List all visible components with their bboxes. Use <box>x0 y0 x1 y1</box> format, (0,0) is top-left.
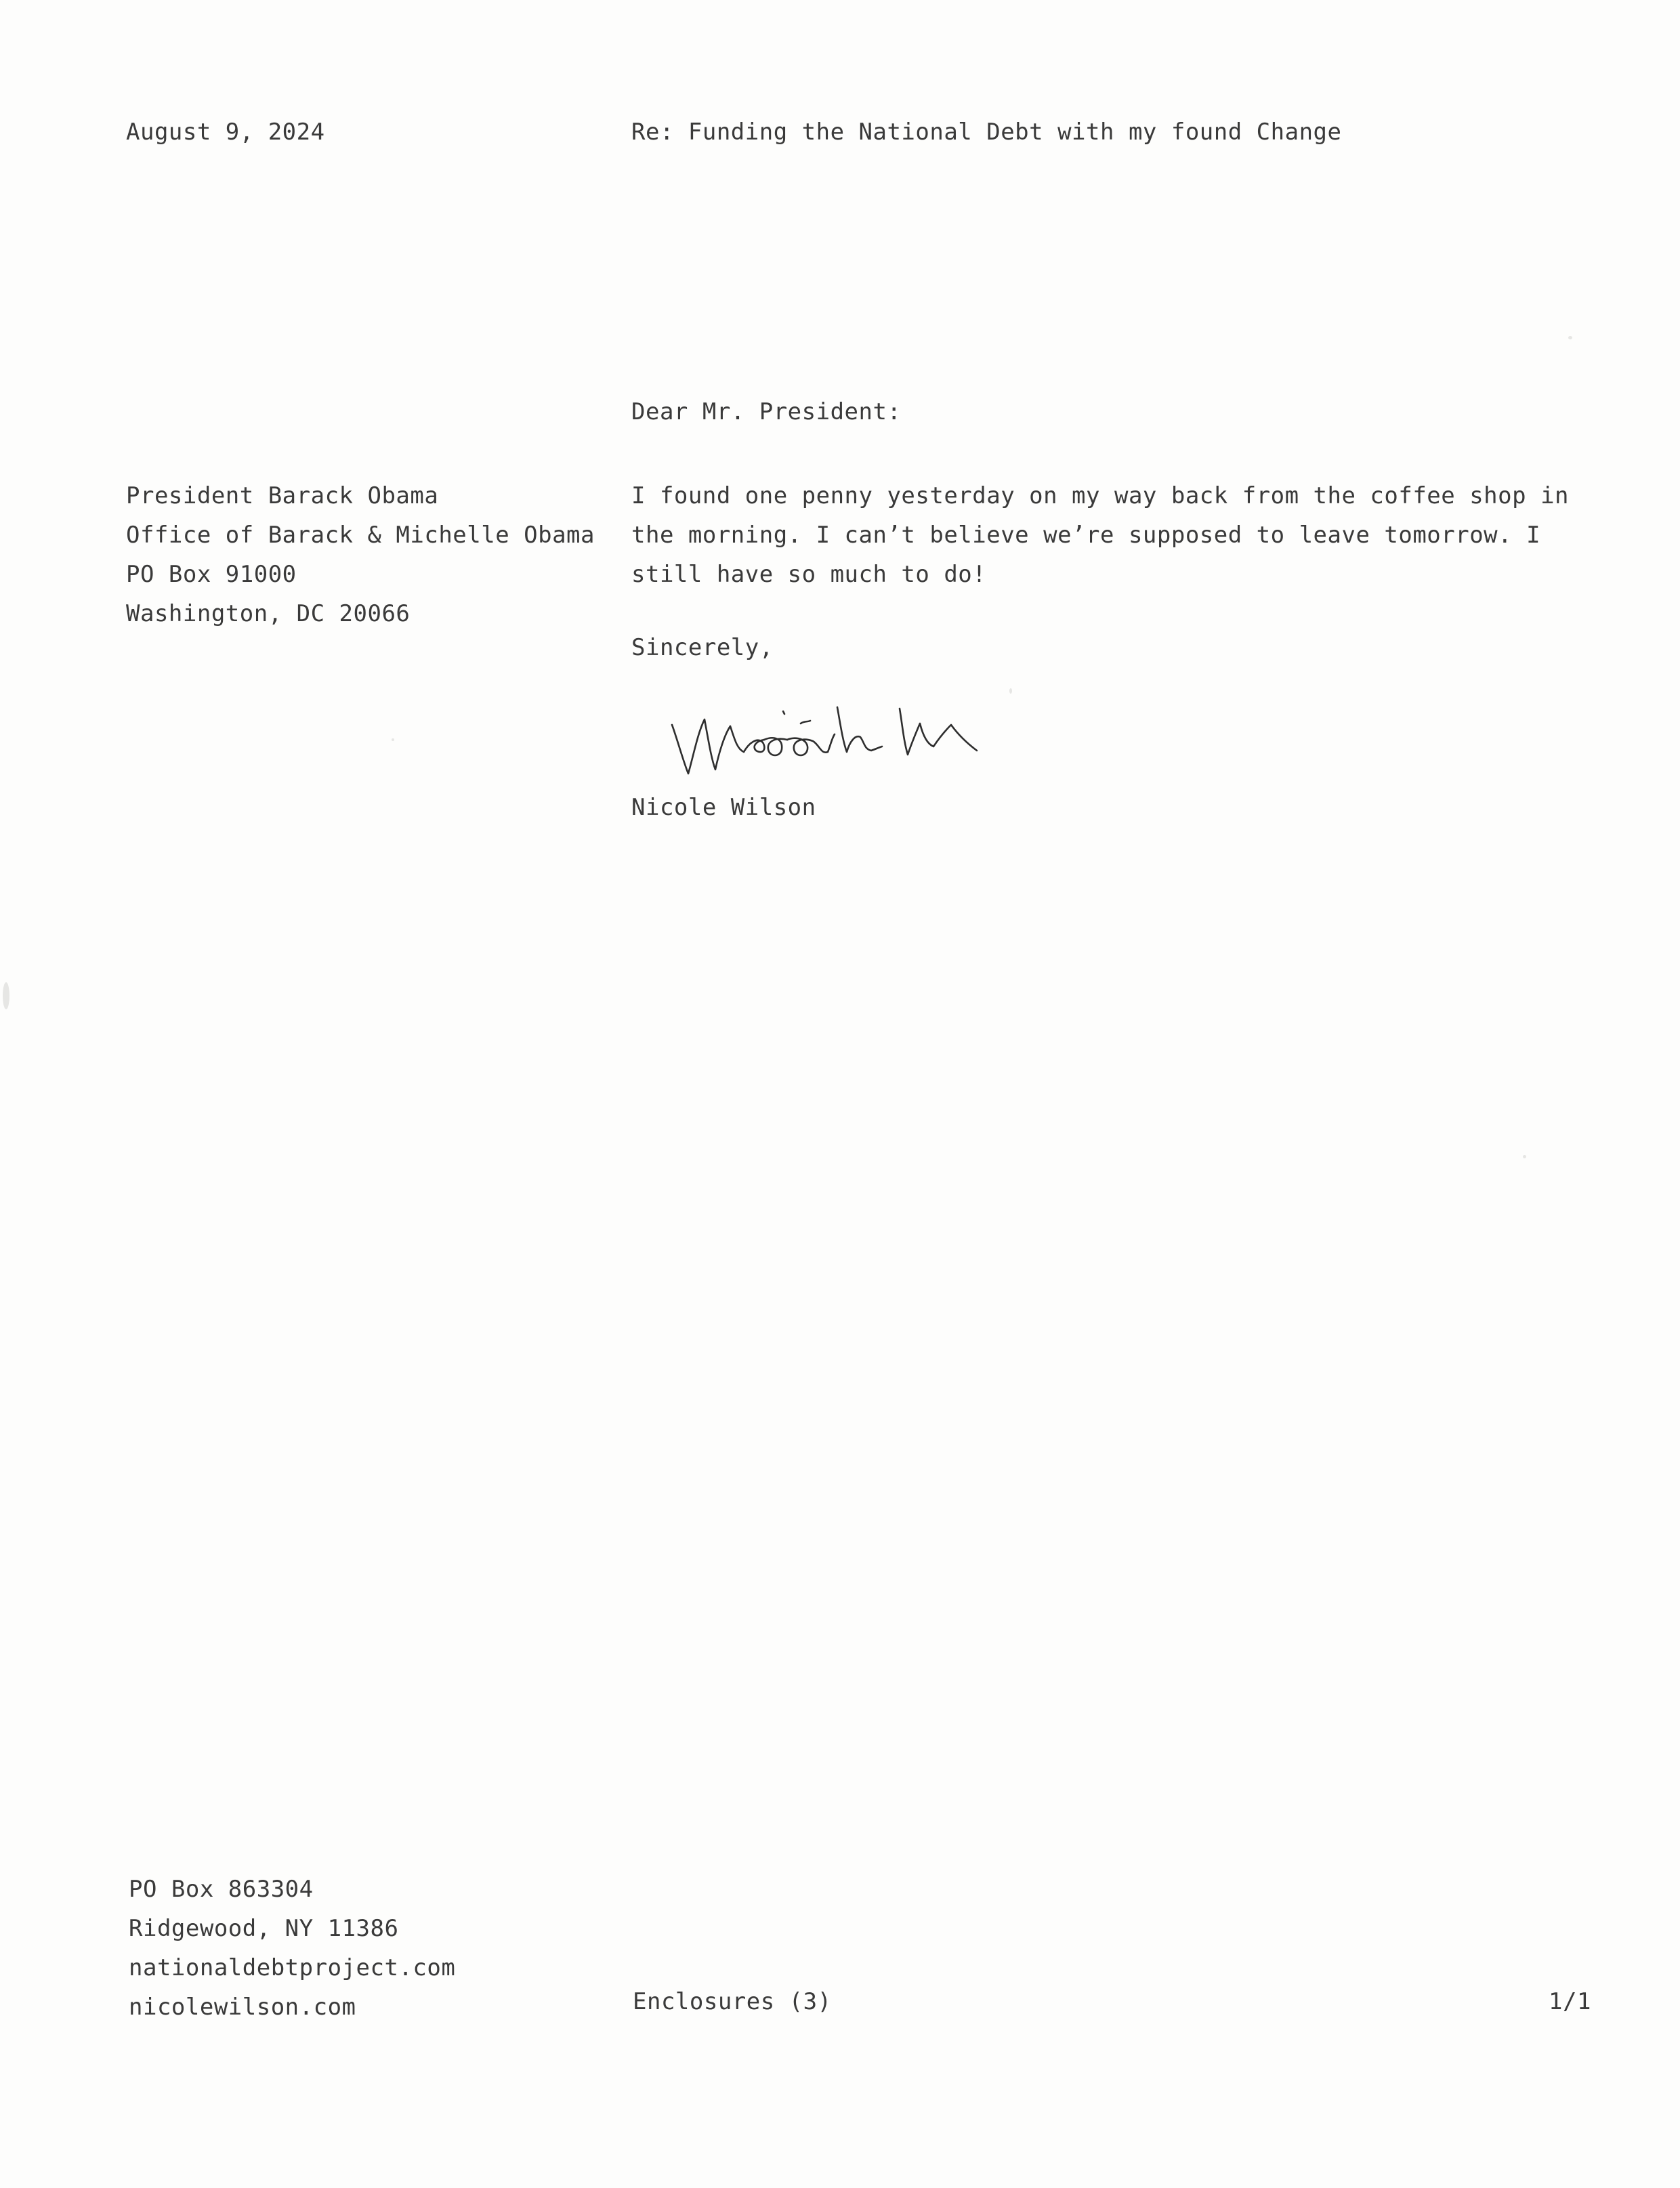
scan-speck <box>1009 688 1012 694</box>
body-line: still have so much to do! <box>631 561 987 588</box>
recipient-address <box>126 476 595 633</box>
enclosures-note: Enclosures (3) <box>633 1988 832 2015</box>
page-number: 1/1 <box>1549 1988 1591 2015</box>
scan-speck <box>1568 336 1572 339</box>
sender-website-project: nationaldebtproject.com <box>129 1954 456 1981</box>
signer-name: Nicole Wilson <box>631 794 816 821</box>
signature-drawing <box>668 684 1020 793</box>
sender-city: Ridgewood, NY 11386 <box>129 1915 399 1942</box>
recipient-city: Washington, DC 20066 <box>126 600 411 627</box>
sender-po-box: PO Box 863304 <box>129 1876 314 1903</box>
scan-speck <box>392 738 394 741</box>
sender-address <box>129 1870 455 2027</box>
letter-date: August 9, 2024 <box>126 119 325 146</box>
scan-speck <box>1523 1155 1526 1158</box>
subject-line: Re: Funding the National Debt with my found Change <box>631 119 1342 146</box>
recipient-office: Office of Barack & Michelle Obama <box>126 522 595 549</box>
handwritten-signature <box>668 684 1020 793</box>
letter-body <box>631 476 1569 594</box>
body-line: I found one penny yesterday on my way back from the coffee shop in <box>631 482 1570 509</box>
recipient-po-box: PO Box 91000 <box>126 561 297 588</box>
sender-website-personal: nicolewilson.com <box>129 1994 356 2021</box>
body-line: the morning. I can’t believe we’re supposed to leave tomorrow. I <box>631 522 1541 549</box>
scan-speck <box>3 982 9 1009</box>
closing: Sincerely, <box>631 634 774 661</box>
recipient-name: President Barack Obama <box>126 482 439 509</box>
salutation: Dear Mr. President: <box>631 398 902 425</box>
